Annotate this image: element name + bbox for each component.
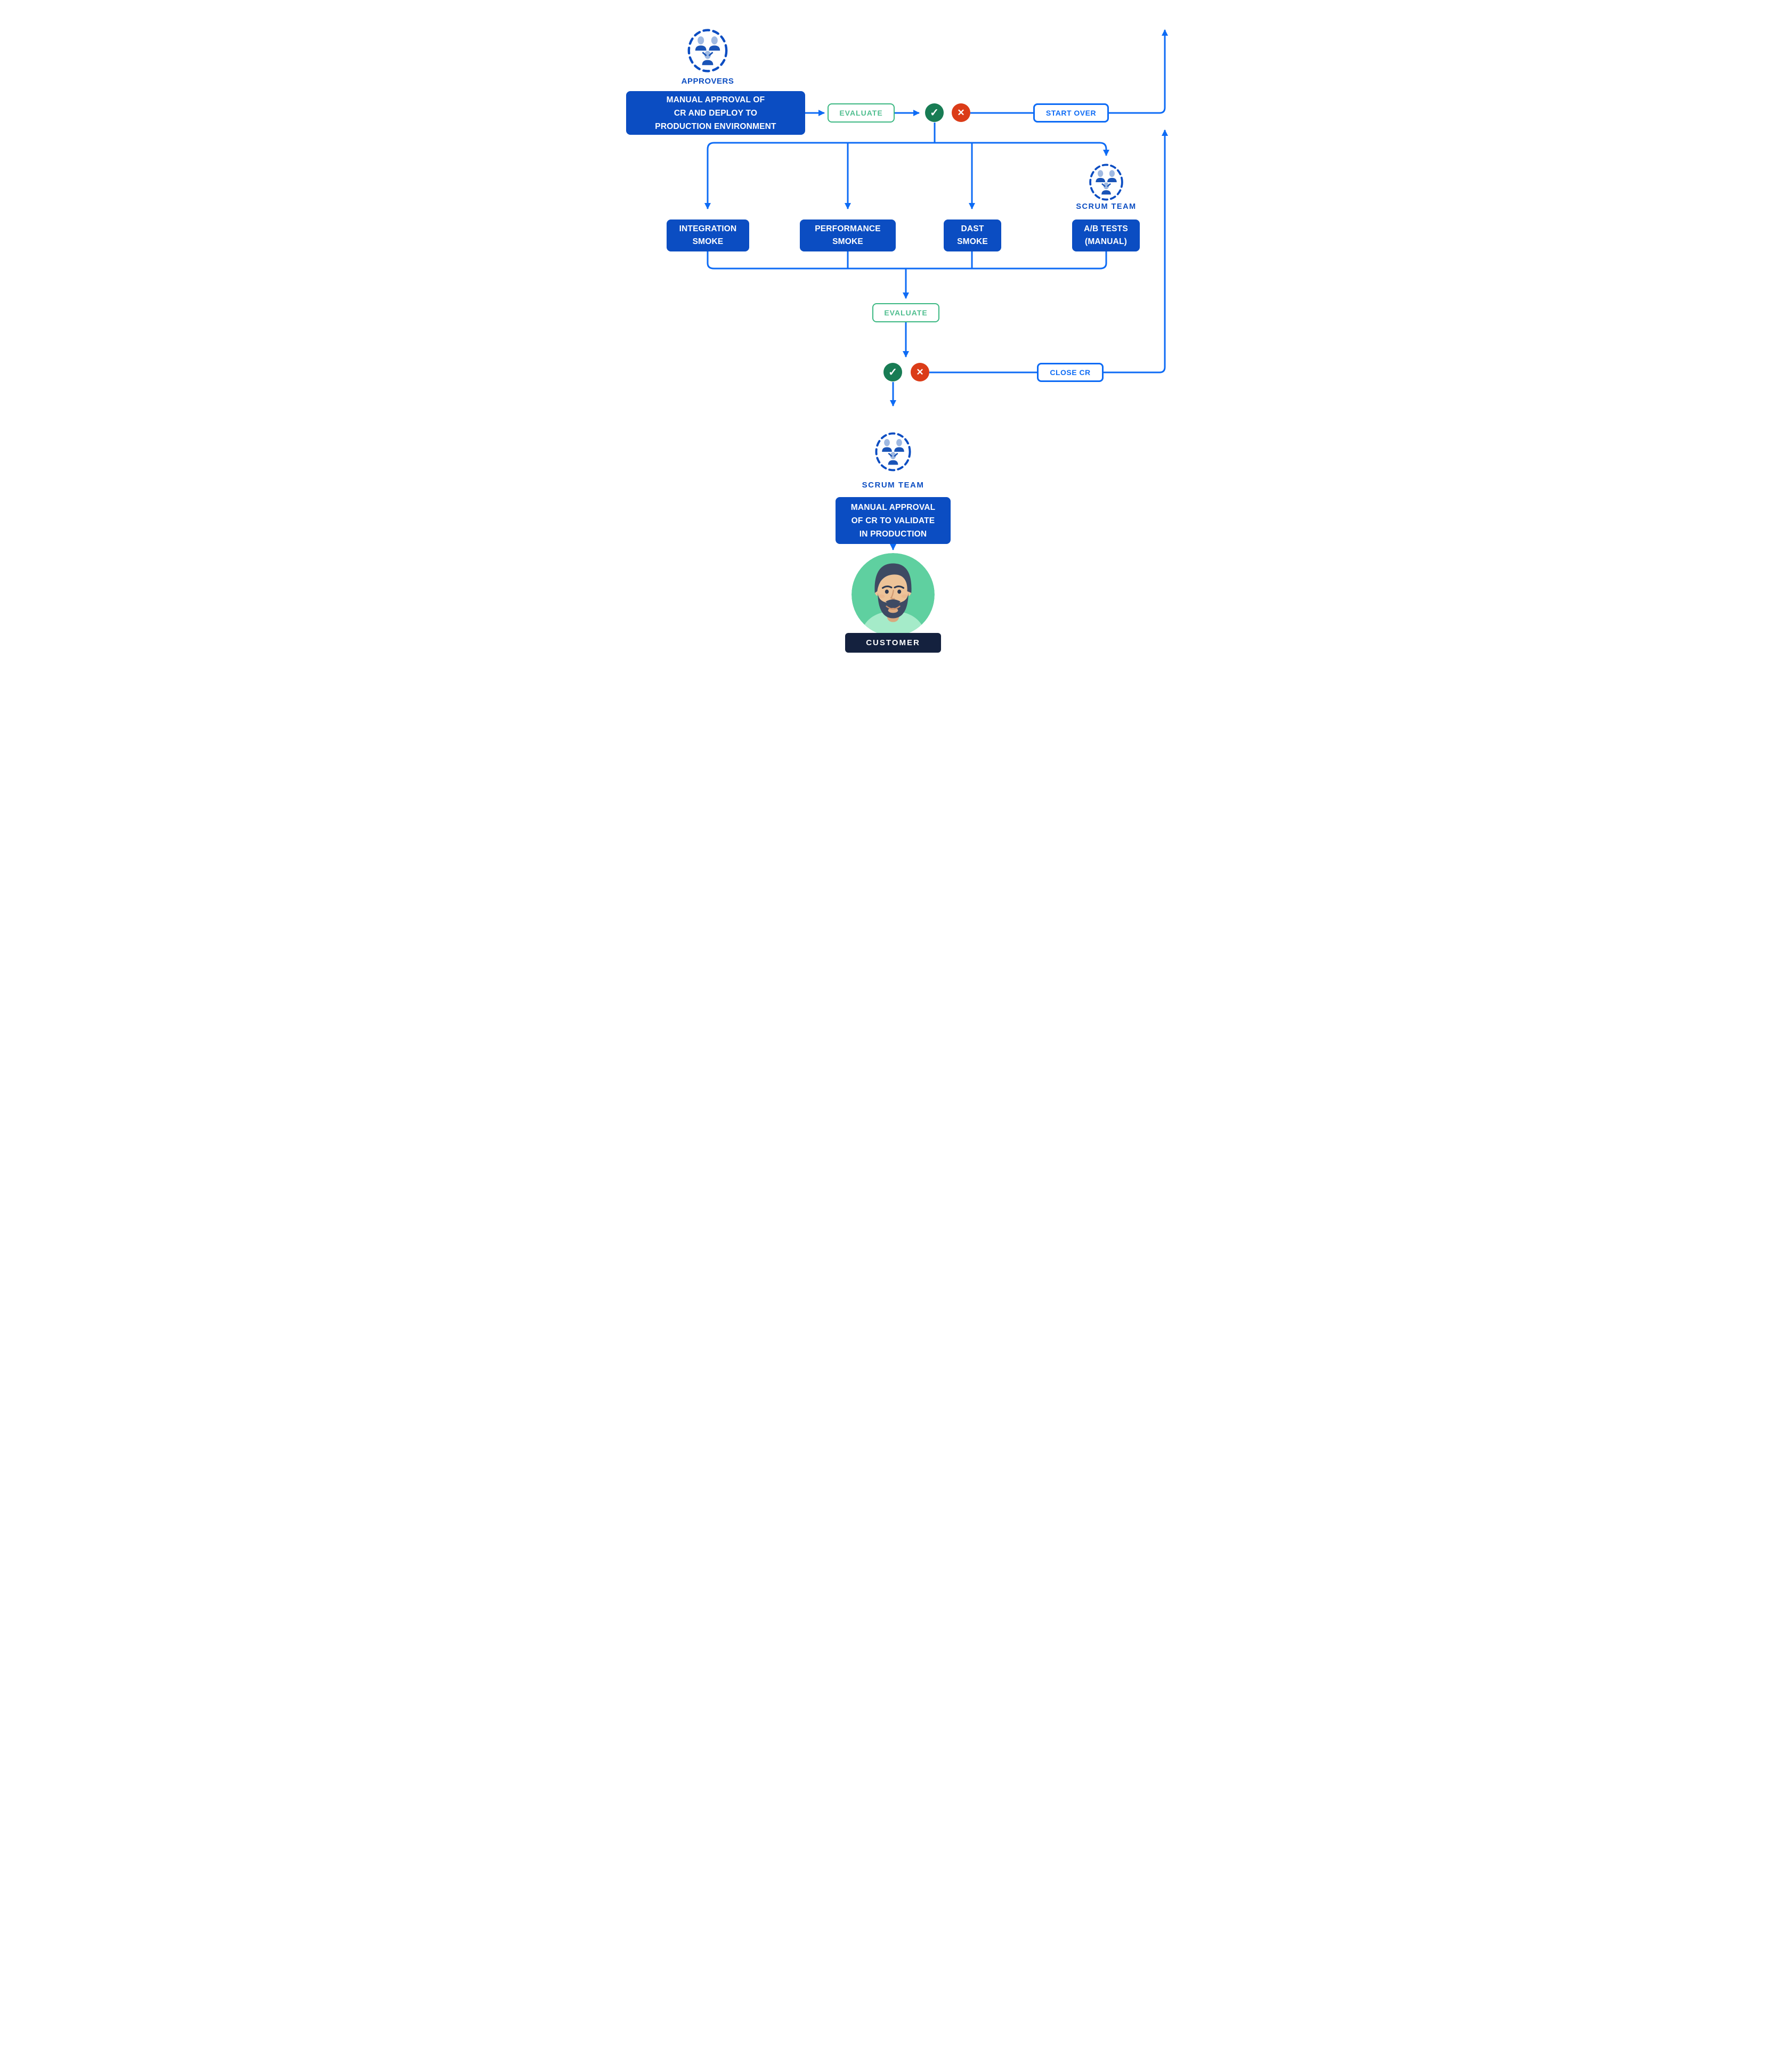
approvers-label: APPROVERS [681,77,734,86]
close-cr-box: CLOSE CR [1037,363,1104,382]
scrum-team-1-group-icon [1088,163,1124,201]
box-line: INTEGRATION [679,224,737,233]
flow-canvas [597,0,1195,682]
box-line: SMOKE [832,237,863,246]
box-line: DAST [961,224,984,233]
check-icon: ✓ [925,103,944,122]
x-icon: ✕ [911,363,929,381]
box-line: MANUAL APPROVAL [850,502,936,512]
box-line: SMOKE [692,237,724,246]
customer-avatar [852,553,935,636]
box-line: A/B TESTS [1084,224,1128,233]
box-line: IN PRODUCTION [859,529,927,539]
box-line: MANUAL APPROVAL OF [666,95,765,104]
check-icon: ✓ [883,363,902,381]
customer-box: CUSTOMER [845,633,941,653]
test-box-integration [667,220,749,251]
box-line: (MANUAL) [1084,237,1128,246]
manual-approval-deploy-box [626,91,805,135]
evaluate-1-box: EVALUATE [828,103,895,123]
scrum-team-2-label: SCRUM TEAM [862,481,925,490]
box-line: PERFORMANCE [815,224,881,233]
start-over-box: START OVER [1033,103,1109,123]
test-box-performance [800,220,896,251]
test-box-dast [944,220,1001,251]
approvers-group-icon [686,28,729,74]
evaluate-2-box: EVALUATE [872,303,939,322]
test-box-ab-tests [1072,220,1140,251]
box-line: SMOKE [957,237,988,246]
x-icon: ✕ [952,103,970,122]
scrum-team-2-group-icon [874,432,912,472]
manual-approval-validate-box [836,497,951,544]
scrum-team-1-label: SCRUM TEAM [1076,202,1137,211]
box-line: CR AND DEPLOY TO [674,108,758,118]
box-line: OF CR TO VALIDATE [851,516,935,525]
box-line: PRODUCTION ENVIRONMENT [655,121,776,131]
